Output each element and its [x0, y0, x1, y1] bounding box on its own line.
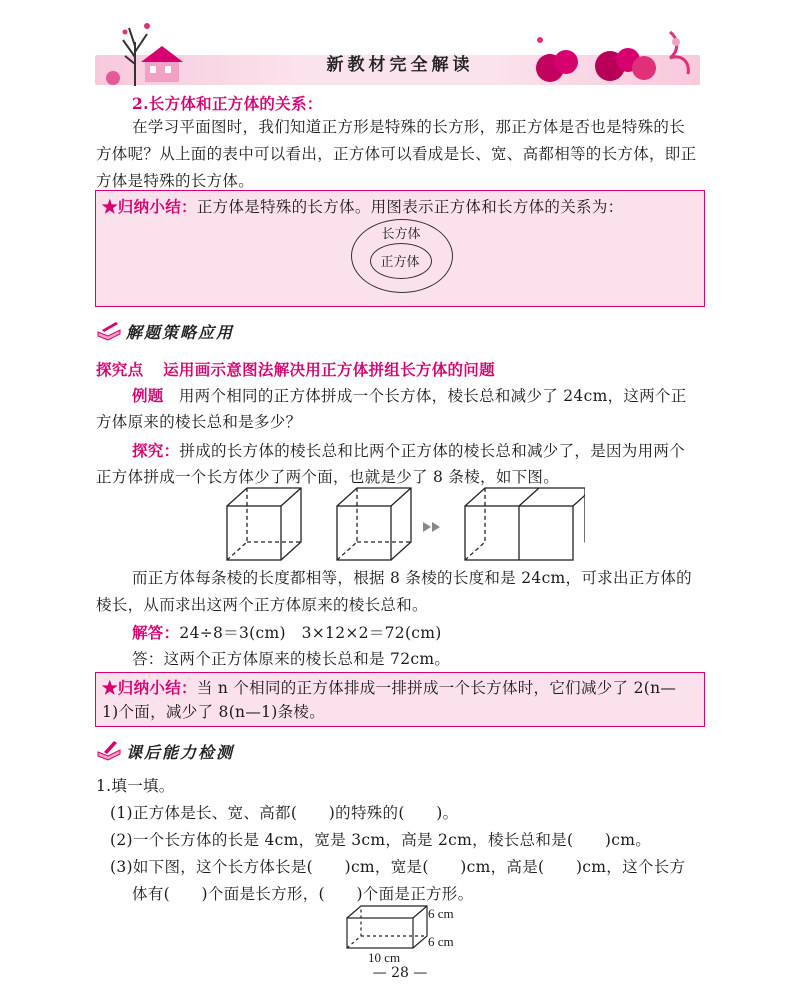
answer-calc: 24÷8＝3(cm) 3×12×2＝72(cm): [179, 624, 442, 642]
explore-line-1: 拼成的长方体的棱长总和比两个正方体的棱长总和减少了，是因为用两个: [179, 442, 686, 460]
book-pen-icon: [96, 320, 122, 342]
notebook-pen-icon: [96, 740, 122, 762]
box-height-label: 6 cm: [428, 906, 454, 921]
explore-point-label: 探究点: [96, 360, 144, 379]
example-line-2: 方体原来的棱长总和是多少？: [96, 413, 302, 431]
question1-item-1: (1)正方体是长、宽、高都( )的特殊的( )。: [110, 804, 459, 822]
after-line-2: 棱长，从而求出这两个正方体原来的棱长总和。: [96, 596, 428, 614]
after-line-1: 而正方体每条棱的长度都相等，根据 8 条棱的长度和是 24cm，可求出正方体的: [132, 569, 692, 587]
rectangular-box-diagram: [345, 902, 435, 952]
question1-item-3-line-1: (3)如下图，这个长方体长是( )cm，宽是( )cm，高是( )cm，这个长方: [110, 858, 686, 876]
explore-line-2: 正方体拼成一个长方体少了两个面，也就是少了 8 条棱，如下图。: [96, 468, 560, 486]
summary2-label: ★归纳小结：: [102, 678, 197, 697]
box-length-label: 10 cm: [368, 950, 401, 965]
box-width-label: 6 cm: [428, 934, 454, 949]
question1-title: 1.填一填。: [96, 777, 175, 795]
question1-item-3-line-2: 体有( )个面是长方形，( )个面是正方形。: [132, 885, 474, 903]
summary2-line-2: 1)个面，减少了 8(n—1)条棱。: [102, 703, 326, 721]
strategy-heading: 解题策略应用: [126, 323, 235, 342]
section2-line-3: 方体是特殊的长方体。: [96, 172, 255, 190]
answer-label: 解答：: [132, 623, 180, 642]
homework-heading: 课后能力检测: [126, 743, 235, 762]
summary-box-2: [95, 672, 705, 727]
explore-label: 探究：: [132, 441, 180, 460]
summary2-line-1: 当 n 个相同的正方体排成一排拼成一个长方体时，它们减少了 2(n—: [196, 679, 677, 697]
outer-label: 长方体: [381, 227, 421, 242]
cubes-combination-diagram: [225, 486, 585, 562]
inner-label: 正方体: [380, 255, 420, 270]
answer-text: 答：这两个正方体原来的棱长总和是 72cm。: [132, 650, 451, 668]
prism-right-edge: [584, 486, 596, 546]
page-number: — 28 —: [372, 965, 428, 981]
header-title: 新教材完全解读: [326, 55, 474, 75]
explore-point-title: 运用画示意图法解决用正方体拼组长方体的问题: [163, 360, 495, 379]
summary-box-1: [95, 190, 705, 307]
question1-item-2: (2)一个长方体的长是 4cm，宽是 3cm，高是 2cm，棱长总和是( )cm。: [110, 831, 652, 849]
summary1-label: ★归纳小结：: [102, 197, 197, 216]
section2-title: 2.长方体和正方体的关系：: [132, 94, 323, 113]
example-label: 例题: [132, 386, 164, 405]
section2-line-1: 在学习平面图时，我们知道正方形是特殊的长方形，那正方体是否也是特殊的长: [132, 118, 686, 136]
summary1-text: 正方体是特殊的长方体。用图表示正方体和长方体的关系为：: [196, 198, 624, 216]
example-line-1: 用两个相同的正方体拼成一个长方体，棱长总和减少了 24cm，这两个正: [178, 387, 687, 405]
section2-line-2: 方体呢？从上面的表中可以看出，正方体可以看成是长、宽、高都相等的长方体，即正: [96, 145, 697, 163]
